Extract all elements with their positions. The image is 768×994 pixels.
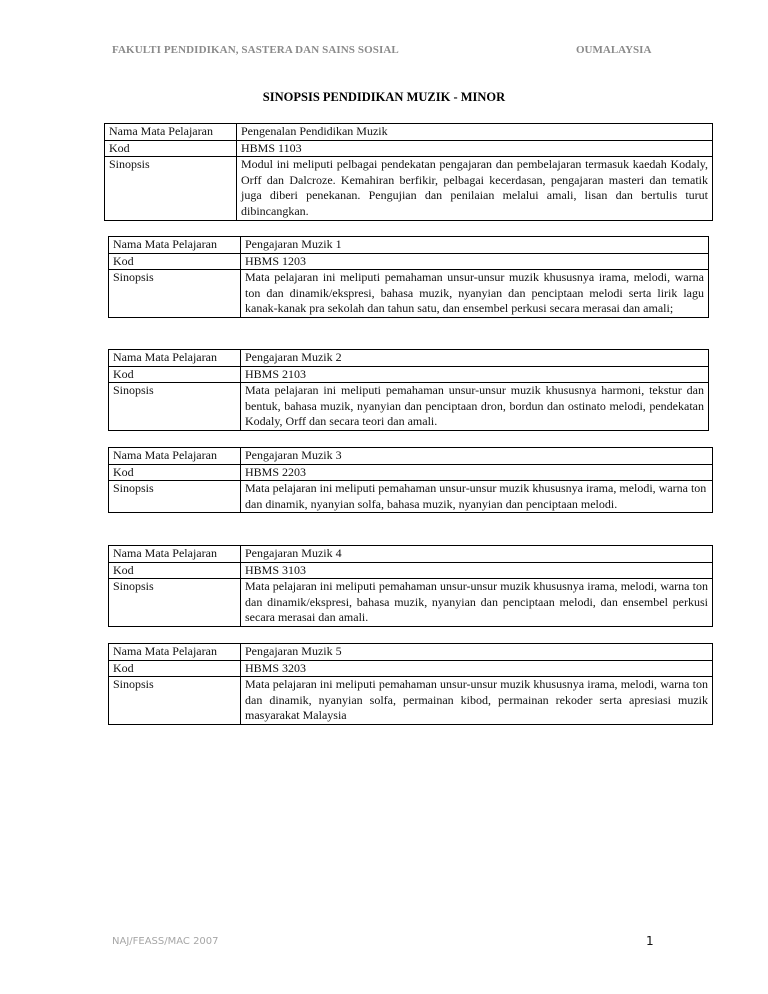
course-synopsis-row [109,677,713,725]
course-name: Pengajaran Muzik 5 [241,644,713,661]
course-synopsis-row [109,270,709,318]
course-table-2 [108,236,709,318]
course-synopsis: Mata pelajaran ini meliputi pemahaman unsur-unsur muzik khususnya irama, melodi, warna ton dan dinamik/ekspresi, bahasa muzik, nyanyian dan penciptaan melodi serta lirik lagu kanak-kanak pra sekolah dan tahun satu, dan ensembel perkusi secara merasai dan amali; [241,270,709,318]
course-code: HBMS 2203 [241,464,713,481]
course-code-row [109,464,713,481]
course-name: Pengajaran Muzik 3 [241,448,713,465]
course-code: HBMS 2103 [241,366,709,383]
synopsis-label: Sinopsis [109,579,241,627]
course-code-row [109,562,713,579]
course-synopsis: Mata pelajaran ini meliputi pemahaman unsur-unsur muzik khususnya irama, melodi, warna ton dan dinamik/ekspresi, bahasa muzik, nyanyian dan penciptaan melodi, dan ensembel perkusi secara merasai dan amali. [241,579,713,627]
course-name: Pengajaran Muzik 2 [241,350,709,367]
course-name-row [105,124,713,141]
name-label: Nama Mata Pelajaran [109,644,241,661]
course-code: HBMS 3203 [241,660,713,677]
name-label: Nama Mata Pelajaran [109,448,241,465]
footer-reference: NAJ/FEASS/MAC 2007 [112,936,219,947]
course-code-row [105,140,713,157]
synopsis-label: Sinopsis [109,270,241,318]
code-label: Kod [105,140,237,157]
course-synopsis: Mata pelajaran ini meliputi pemahaman unsur-unsur muzik khususnya irama, melodi, warna ton dan dinamik, nyanyian solfa, permainan kibod, permainan rekoder serta apresiasi muzik masyarakat Malaysia [241,677,713,725]
synopsis-label: Sinopsis [109,677,241,725]
course-name-row [109,350,709,367]
course-table-3 [108,349,709,431]
name-label: Nama Mata Pelajaran [109,237,241,254]
course-name: Pengajaran Muzik 1 [241,237,709,254]
course-synopsis: Mata pelajaran ini meliputi pemahaman unsur-unsur muzik khususnya harmoni, tekstur dan bentuk, bahasa muzik, nyanyian dan penciptaan dron, bordun dan ostinato melodi, pendekatan Kodaly, Orff dan secara teori dan amali. [241,383,709,431]
course-table-6 [108,643,713,725]
code-label: Kod [109,464,241,481]
course-code: HBMS 1203 [241,253,709,270]
course-name-row [109,237,709,254]
course-name-row [109,644,713,661]
course-name: Pengenalan Pendidikan Muzik [237,124,713,141]
course-synopsis-row [109,481,713,513]
page-number: 1 [646,934,654,948]
header-university: OUMALAYSIA [576,44,652,56]
course-table-4 [108,447,713,513]
code-label: Kod [109,660,241,677]
course-synopsis-row [109,383,709,431]
course-code-row [109,366,709,383]
name-label: Nama Mata Pelajaran [109,350,241,367]
course-code: HBMS 1103 [237,140,713,157]
course-name-row [109,546,713,563]
course-code: HBMS 3103 [241,562,713,579]
course-synopsis: Modul ini meliputi pelbagai pendekatan pengajaran dan pembelajaran termasuk kaedah Kodaly, Orff dan Dalcroze. Kemahiran berfikir, pelbagai kecerdasan, pengajaran masteri dan tematik juga diberi penekanan. Pengujian dan penilaian melalui amali, lisan dan bertulis turut dibincangkan. [237,157,713,220]
code-label: Kod [109,366,241,383]
synopsis-label: Sinopsis [105,157,237,220]
course-name-row [109,448,713,465]
course-synopsis: Mata pelajaran ini meliputi pemahaman unsur-unsur muzik khususnya irama, melodi, warna ton dan dinamik, nyanyian solfa, bahasa muzik, nyanyian dan penciptaan melodi. [241,481,713,513]
course-table-1 [104,123,713,221]
name-label: Nama Mata Pelajaran [105,124,237,141]
course-code-row [109,660,713,677]
synopsis-label: Sinopsis [109,481,241,513]
code-label: Kod [109,562,241,579]
course-code-row [109,253,709,270]
course-synopsis-row [109,579,713,627]
course-name: Pengajaran Muzik 4 [241,546,713,563]
name-label: Nama Mata Pelajaran [109,546,241,563]
synopsis-label: Sinopsis [109,383,241,431]
document-title: SINOPSIS PENDIDIKAN MUZIK - MINOR [262,90,506,104]
course-synopsis-row [105,157,713,220]
code-label: Kod [109,253,241,270]
header-faculty: FAKULTI PENDIDIKAN, SASTERA DAN SAINS SOSIAL [112,44,399,56]
course-table-5 [108,545,713,627]
